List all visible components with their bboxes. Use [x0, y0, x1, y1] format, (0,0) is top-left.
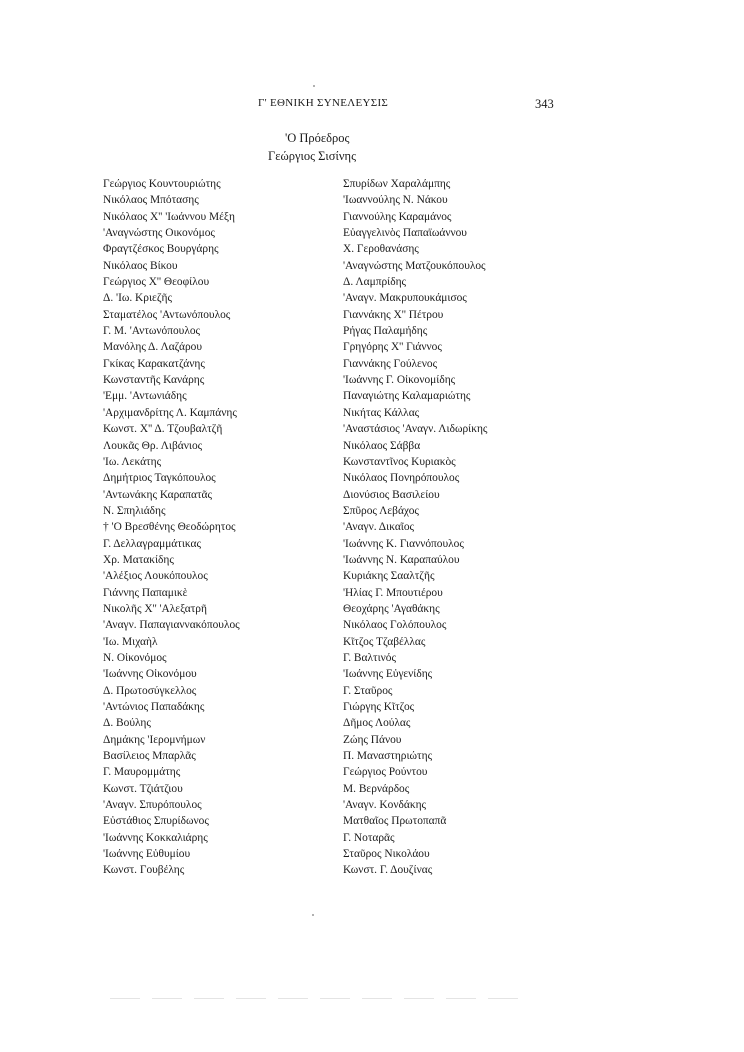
signatory-name: Νικολῆς Χ'' 'Αλεξατρῆ — [103, 602, 207, 615]
signatory-name: Νικόλαος Βίκου — [103, 259, 178, 272]
signatory-name: Γεώργιος Χ'' Θεοφίλου — [103, 276, 210, 289]
signatory-name: 'Αντωνάκης Καραπατᾶς — [103, 488, 213, 501]
signatory-name: † 'Ο Βρεσθένης Θεοδώρητος — [103, 521, 236, 534]
signatory-name: Κωνστ. Γ. Δουζίνας — [343, 864, 433, 877]
scan-speck — [312, 914, 314, 916]
president-name: Γεώργιος Σισίνης — [268, 149, 357, 163]
running-head: Γ' ΕΘΝΙΚΗ ΣΥΝΕΛΕΥΣΙΣ — [258, 97, 389, 109]
signatory-name: Δημήτριος Ταγκόπουλος — [103, 472, 216, 485]
signatory-name: Σπυρίδων Χαραλάμπης — [343, 178, 451, 190]
signatory-name: Δ. Λαμπρίδης — [343, 276, 407, 289]
signatory-name: Κωνσταντῆς Κανάρης — [103, 374, 205, 387]
signatory-name: 'Αναστάσιος 'Αναγν. Λιδωρίκης — [343, 423, 488, 436]
signatory-name: Δημάκης 'Ιερομνήμων — [103, 733, 206, 746]
signatory-name: Κωνστ. Χ'' Δ. Τζουβαλτζῆ — [103, 423, 223, 436]
signatory-name: Σταῦρος Νικολάου — [343, 848, 430, 861]
signatory-name: 'Ιωάννης Κοκκαλιάρης — [103, 831, 208, 844]
signatory-name: 'Ιωάννης Κ. Γιαννόπουλος — [343, 537, 464, 550]
signatory-name: Χρ. Ματακίδης — [103, 553, 174, 566]
signatory-name: Γιαννούλης Καραμάνος — [343, 210, 452, 223]
signatory-name: Γιάννης Παπαμικὲ — [103, 586, 188, 599]
signatory-name: Σταματέλος 'Αντωνόπουλος — [103, 308, 231, 321]
signatory-name: 'Ηλίας Γ. Μπουτιέρου — [343, 586, 443, 599]
signatory-name: 'Ιωάννης Οἰκονόμου — [103, 668, 197, 681]
signatory-name: 'Αντώνιος Παπαδάκης — [103, 701, 205, 713]
signatory-name: 'Ιωάννης Γ. Οἰκονομίδης — [343, 374, 456, 387]
signatory-name: 'Αρχιμανδρίτης Λ. Καμπάνης — [103, 406, 237, 419]
signatory-name: 'Ιω. Μιχαὴλ — [103, 635, 158, 648]
signatory-name: Νικόλαος Γολόπουλος — [343, 619, 447, 632]
signatory-name: 'Ιωάννης Εὐθυμίου — [103, 848, 191, 861]
signatory-name: Γρηγόρης Χ'' Γιάννος — [343, 341, 442, 354]
signatory-name: 'Αναγν. Κονδάκης — [343, 799, 427, 812]
signatory-name: Κῖτζος Τζαβέλλας — [343, 635, 426, 648]
signatory-name: 'Αναγν. Παπαγιαννακόπουλος — [103, 619, 240, 632]
signatory-name: Γεώργιος Ρούντου — [343, 766, 428, 779]
signatory-name: Κωνστ. Γουβέλης — [103, 864, 185, 877]
signatory-name: Νικήτας Κάλλας — [343, 406, 420, 419]
signatory-name: 'Ιωάννης Ν. Καραπαύλου — [343, 553, 460, 566]
signatory-name: Γ. Σταῦρος — [343, 684, 393, 697]
signatory-name: Δ. 'Ιω. Κριεζῆς — [103, 292, 173, 305]
signatory-name: 'Αλέξιος Λουκόπουλος — [103, 570, 208, 583]
signatory-name: Ματθαῖος Πρωτοπαπᾶ — [343, 815, 447, 828]
signatory-name: Παναγιώτης Καλαμαριώτης — [343, 390, 471, 403]
signatories-right-column — [343, 176, 487, 879]
signatory-name: 'Ιωαννούλης Ν. Νάκου — [343, 194, 448, 207]
signatory-name: 'Αναγν. Δικαῖος — [343, 521, 415, 534]
signatory-name: Ζώης Πάνου — [343, 733, 402, 746]
signatory-name: Γ. Βαλτινός — [343, 651, 396, 664]
signatory-name: Βασίλειος Μπαρλᾶς — [103, 750, 196, 763]
signatory-name: Διονύσιος Βασιλείου — [343, 488, 440, 501]
signatory-name: Νικόλαος Μπότασης — [103, 194, 199, 207]
signatory-name: Γ. Νοταρᾶς — [343, 831, 395, 844]
signatory-name: Δ. Βούλης — [103, 717, 151, 730]
signatory-name: Κωνσταντῖνος Κυριακὸς — [343, 455, 456, 468]
signatory-name: 'Εμμ. 'Αντωνιάδης — [103, 390, 187, 403]
signatory-name: Λουκᾶς Θρ. Λιβάνιος — [103, 439, 203, 452]
signatory-name: Γκίκας Καρακατζάνης — [103, 357, 205, 370]
signatory-name: 'Ιωάννης Εὐγενίδης — [343, 668, 433, 681]
signatory-name: 'Ιω. Λεκάτης — [103, 455, 162, 468]
signatory-name: Εὐστάθιος Σπυρίδωνος — [103, 815, 209, 828]
signatory-name: Νικόλαος Πονηρόπουλος — [343, 472, 460, 485]
scan-bleed-through — [110, 998, 530, 999]
signatory-name: Νικόλαος Σάββα — [343, 439, 421, 452]
signatory-name: Μ. Βερνάρδος — [343, 782, 410, 795]
signatory-name: 'Αναγνώστης Οικονόμος — [103, 227, 215, 240]
signatory-name: 'Αναγν. Μακρυπουκάμισος — [343, 292, 467, 305]
signatory-name: Σπῦρος Λεβάχος — [343, 504, 419, 517]
page-number: 343 — [535, 97, 554, 111]
signatory-name: Γιαννάκης Χ'' Πέτρου — [343, 308, 444, 321]
signatory-name: Μανόλης Δ. Λαζάρου — [103, 341, 202, 354]
signatory-name: Κυριάκης Σααλτζῆς — [343, 570, 435, 583]
signatory-name: Γεώργιος Κουντουριώτης — [103, 178, 221, 190]
signatory-name: Ν. Σπηλιάδης — [103, 504, 166, 517]
signatory-name: Κωνστ. Τζιάτζιου — [103, 782, 183, 795]
president-title: 'Ο Πρόεδρος — [285, 131, 350, 145]
signatory-name: Δ. Πρωτοσύγκελλος — [103, 684, 197, 697]
scan-speck — [313, 85, 315, 87]
signatory-name: Γιώργης Κῖτζος — [343, 701, 415, 713]
signatory-name: Εὐαγγελινὸς Παπαϊωάννου — [343, 227, 467, 240]
signatory-name: Θεοχάρης 'Αγαθάκης — [343, 602, 440, 615]
signatory-name: Π. Μαναστηριώτης — [343, 750, 433, 763]
signatory-name: Νικόλαος Χ'' 'Ιωάννου Μέξη — [103, 210, 235, 223]
signatory-name: 'Αναγν. Σπυρόπουλος — [103, 799, 202, 812]
signatory-name: Δῆμος Λούλας — [343, 717, 411, 730]
signatory-name: 'Αναγνώστης Ματζουκόπουλος — [343, 259, 486, 272]
signatory-name: Γιαννάκης Γούλενος — [343, 357, 438, 370]
signatory-name: Ρήγας Παλαμήδης — [343, 325, 428, 338]
signatory-name: Γ. Δελλαγραμμάτικας — [103, 537, 202, 550]
signatory-name: Ν. Οἰκονόμος — [103, 651, 167, 664]
signatory-name: Γ. Μ. 'Αντωνόπουλος — [103, 325, 201, 338]
signatory-name: Χ. Γεροθανάσης — [343, 243, 419, 256]
signatories-left-column — [103, 176, 240, 879]
signatory-name: Γ. Μαυρομμάτης — [103, 766, 181, 779]
signatory-name: Φραγτζέσκος Βουργάρης — [103, 243, 219, 256]
